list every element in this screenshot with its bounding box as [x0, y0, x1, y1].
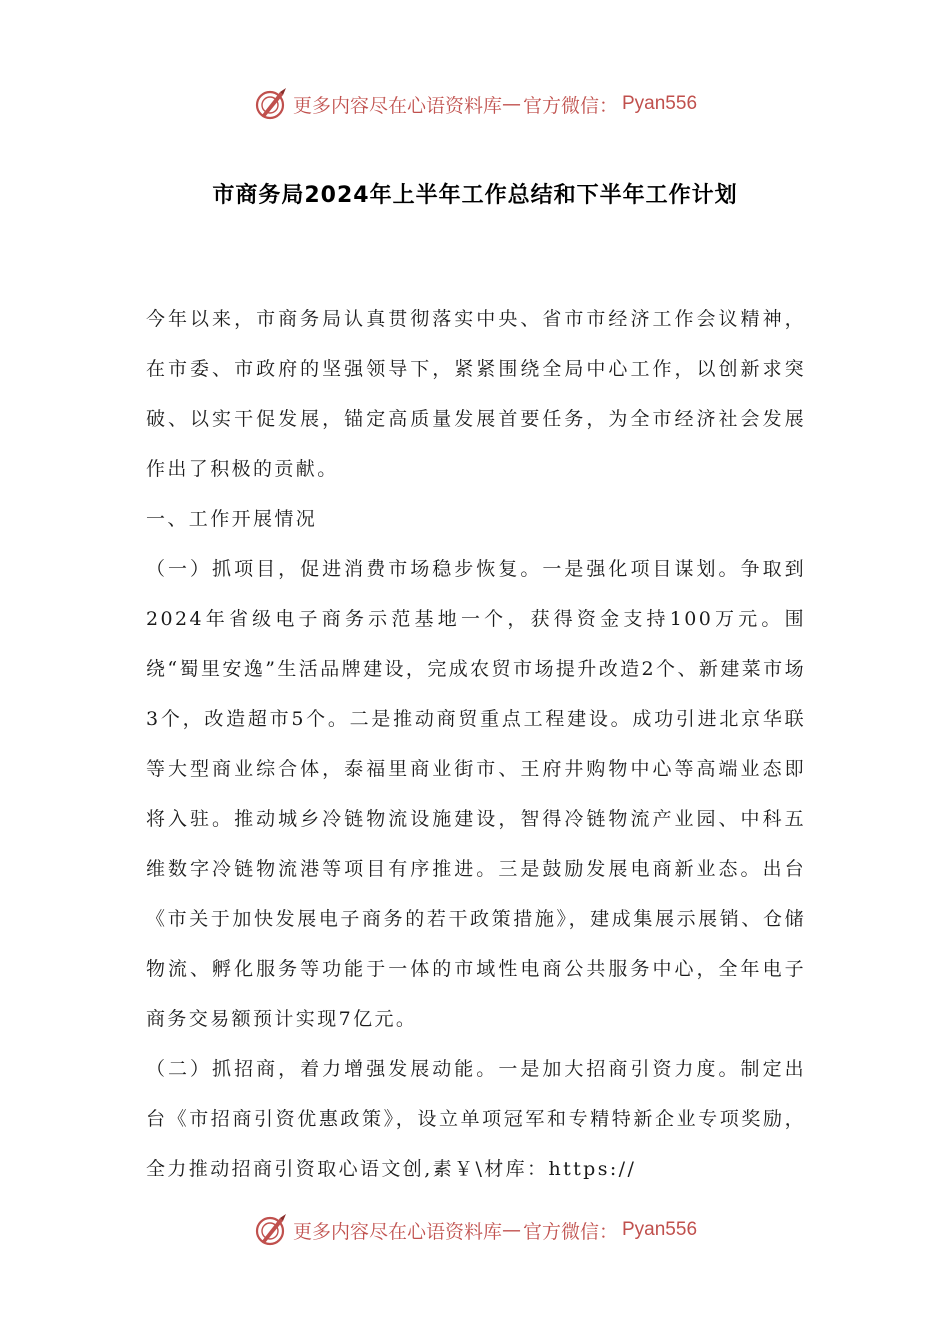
- banner-wechat-id: Pyan556: [622, 93, 698, 114]
- banner-wechat-label: 官方微信：: [522, 1220, 618, 1243]
- banner-wechat-label: 官方微信：: [522, 94, 618, 117]
- intro-paragraph: 今年以来，市商务局认真贯彻落实中央、省市市经济工作会议精神，在市委、市政府的坚强领导下，紧紧围绕全局中心工作，以创新求突破、以实干促发展，锚定高质量发展首要任务，为全市经济社会发展作出了积极的贡献。: [146, 308, 806, 480]
- header-watermark-banner: [0, 84, 950, 124]
- banner-text: 更多内容尽在心语资料库: [292, 1220, 502, 1243]
- banner-wechat-id: Pyan556: [622, 1219, 698, 1240]
- banner-text: 更多内容尽在心语资料库: [292, 94, 502, 117]
- banner-separator: —: [501, 1219, 521, 1241]
- banner-separator: —: [501, 93, 521, 115]
- document-title: 市商务局2024年上半年工作总结和下半年工作计划: [212, 183, 738, 208]
- section-paragraph-projects: （一）抓项目，促进消费市场稳步恢复。一是强化项目谋划。争取到2024年省级电子商务示范基地一个，获得资金支持100万元。围绕“蜀里安逸”生活品牌建设，完成农贸市场提升改造2个、新建菜市场3个，改造超市5个。二是推动商贸重点工程建设。成功引进北京华联等大型商业综合体，泰福里商业街市、王府井购物中心等高端业态即将入驻。推动城乡冷链物流设施建设，智得冷链物流产业园、中科五维数字冷链物流港等项目有序推进。三是鼓励发展电商新业态。出台《市关于加快发展电子商务的若干政策措施》，建成集展示展销、仓储物流、孵化服务等功能于一体的市域性电商公共服务中心，全年电子商务交易额预计实现7亿元。: [146, 558, 806, 1030]
- section-paragraph-investment: （二）抓招商，着力增强发展动能。一是加大招商引资力度。制定出台《市招商引资优惠政策》，设立单项冠军和专精特新企业专项奖励，全力推动招商引资取心语文创,素￥\材库：https://: [146, 1058, 806, 1180]
- quill-pen-logo-icon: [253, 1212, 289, 1248]
- footer-watermark-banner: [0, 1210, 950, 1250]
- section-heading: 一、工作开展情况: [146, 508, 318, 530]
- document-body: [146, 294, 806, 1194]
- quill-pen-logo-icon: [253, 86, 289, 122]
